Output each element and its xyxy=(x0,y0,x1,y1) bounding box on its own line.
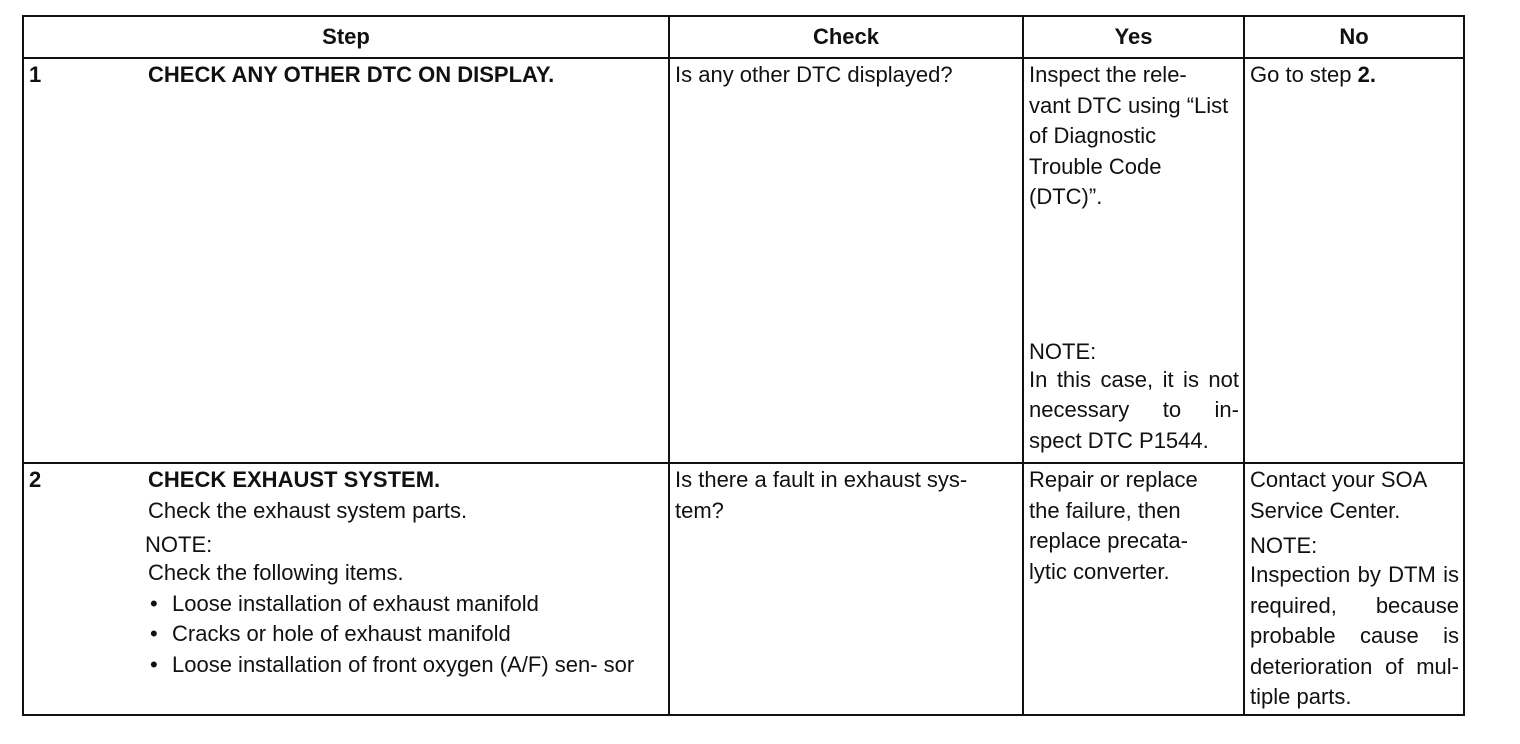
yes-note-text-1: In this case, it is not necessary to in- spect DTC P1544. xyxy=(1029,366,1239,453)
yes-cell-2 xyxy=(1023,463,1244,715)
step-description-2: Check the exhaust system parts. xyxy=(148,497,468,523)
header-no: No xyxy=(1244,16,1464,58)
no-prefix-1: Go to step xyxy=(1250,62,1358,87)
no-note-label-2: NOTE: xyxy=(1250,533,1318,558)
list-item-text: Loose installation of front oxygen (A/F) sen- sor xyxy=(172,651,635,677)
table-row xyxy=(23,463,1464,715)
header-yes: Yes xyxy=(1023,16,1244,58)
check-question-1: Is any other DTC displayed? xyxy=(675,62,953,87)
yes-text-1: Inspect the rele- vant DTC using “List of Diagnostic Trouble Code (DTC)”. xyxy=(1029,62,1229,209)
list-item xyxy=(148,589,662,620)
yes-cell-1 xyxy=(1023,58,1244,463)
bullet-icon: • xyxy=(150,651,158,677)
no-cell-1 xyxy=(1244,58,1464,463)
step-note-list-2 xyxy=(148,589,662,681)
yes-note-1 xyxy=(1029,339,1239,457)
no-note-text-2: Inspection by DTM is required, because probable cause is deterioration of mul- tiple parts. xyxy=(1250,562,1459,709)
bullet-icon: • xyxy=(150,590,158,616)
list-item xyxy=(148,650,662,681)
diagnostic-procedure-table xyxy=(22,15,1465,716)
check-cell-2 xyxy=(669,463,1023,715)
step-number-1: 1 xyxy=(29,62,42,87)
yes-note-label-1: NOTE: xyxy=(1029,338,1097,364)
check-question-2: Is there a fault in exhaust sys- tem? xyxy=(675,467,968,523)
step-number-2: 2 xyxy=(29,467,42,492)
step-title-1: CHECK ANY OTHER DTC ON DISPLAY. xyxy=(148,62,555,87)
step-title-2: CHECK EXHAUST SYSTEM. xyxy=(148,467,441,492)
table-row xyxy=(23,58,1464,463)
table-header-row xyxy=(23,16,1464,58)
no-cell-2 xyxy=(1244,463,1464,715)
no-text-2: Contact your SOA Service Center. xyxy=(1250,467,1427,523)
step-cell-1 xyxy=(23,58,669,463)
check-cell-1 xyxy=(669,58,1023,463)
bullet-icon: • xyxy=(150,621,158,646)
step-note-label-2: NOTE: xyxy=(145,532,213,557)
list-item xyxy=(148,619,662,650)
list-item-text: Cracks or hole of exhaust manifold xyxy=(172,621,511,646)
step-cell-2 xyxy=(23,463,669,715)
list-item-text: Loose installation of exhaust manifold xyxy=(172,590,539,616)
no-text-1 xyxy=(1245,59,1463,91)
step-note-intro-2: Check the following items. xyxy=(148,560,404,585)
header-check: Check xyxy=(669,16,1023,58)
no-step-link-1: 2. xyxy=(1357,62,1376,87)
header-step: Step xyxy=(23,16,669,58)
yes-text-2: Repair or replace the failure, then replace precata- lytic converter. xyxy=(1029,467,1198,584)
